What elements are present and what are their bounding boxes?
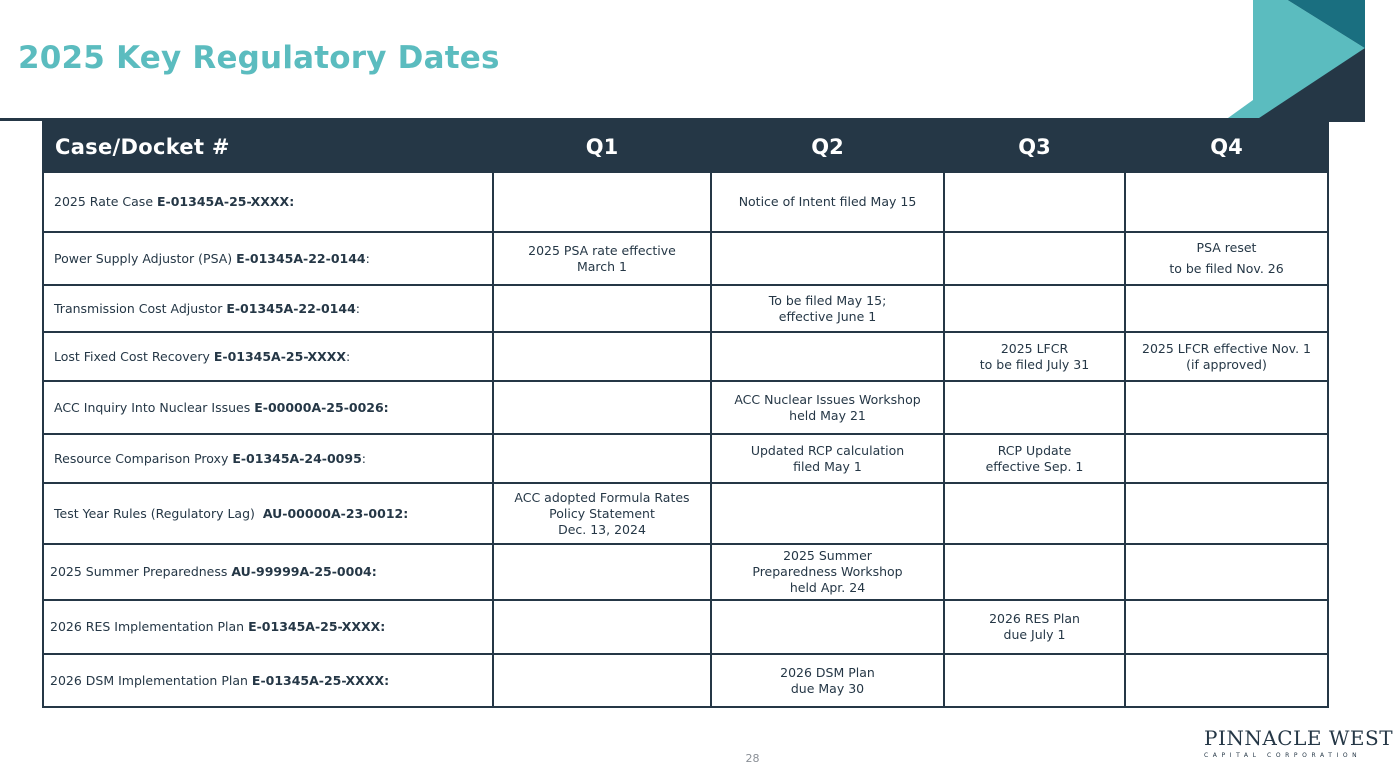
column-header-case: Case/Docket #: [43, 122, 493, 172]
docket-number: AU-99999A-25-0004:: [231, 564, 377, 579]
milestone-line: Updated RCP calculation: [750, 442, 905, 458]
corner-graphic: [1228, 0, 1365, 122]
quarter-cell-q2: [711, 483, 944, 544]
milestone-line: Dec. 13, 2024: [558, 521, 646, 537]
quarter-cell-q3: [944, 483, 1125, 544]
quarter-cell-q4: [1125, 232, 1328, 285]
milestone-text: [498, 243, 706, 275]
milestone-line: to be filed July 31: [979, 356, 1090, 372]
column-header-q3: Q3: [944, 122, 1125, 172]
milestone-line: To be filed May 15;: [768, 292, 887, 308]
milestone-line: 2026 DSM Plan: [780, 664, 875, 680]
company-logo: [1204, 726, 1393, 759]
docket-number: AU-00000A-23-0012:: [262, 505, 409, 521]
quarter-cell-q4: [1125, 654, 1328, 707]
case-label: 2026 RES Implementation Plan: [50, 619, 249, 634]
quarter-cell-q2: [711, 654, 944, 707]
milestone-line: effective Sep. 1: [985, 458, 1084, 474]
quarter-cell-q4: [1125, 381, 1328, 434]
milestone-line: effective June 1: [778, 308, 877, 324]
milestone-text: [1130, 341, 1323, 373]
quarter-cell-q4: [1125, 434, 1328, 483]
case-cell: [43, 381, 493, 434]
table-row: [43, 332, 1328, 381]
case-label: Power Supply Adjustor (PSA): [54, 250, 237, 266]
quarter-cell-q1: [493, 544, 711, 600]
case-label: ACC Inquiry Into Nuclear Issues: [54, 399, 255, 415]
milestone-line: to be filed Nov. 26: [1169, 261, 1284, 276]
milestone-line: RCP Update: [997, 442, 1072, 458]
quarter-cell-q3: [944, 172, 1125, 232]
page-title: 2025 Key Regulatory Dates: [18, 40, 500, 76]
case-cell: [43, 434, 493, 483]
docket-number: E-01345A-25-XXXX:: [157, 194, 295, 209]
docket-number: E-01345A-22-0144: [236, 250, 366, 266]
milestone-line: 2025 LFCR effective Nov. 1: [1142, 340, 1311, 356]
quarter-cell-q2: [711, 381, 944, 434]
case-cell: [43, 544, 493, 600]
table-row: [43, 434, 1328, 483]
docket-suffix: :: [355, 300, 360, 316]
table-header-row: [43, 122, 1328, 172]
quarter-cell-q3: [944, 381, 1125, 434]
quarter-cell-q1: [493, 654, 711, 707]
milestone-line: 2026 RES Plan: [989, 611, 1080, 626]
quarter-cell-q4: [1125, 544, 1328, 600]
case-label: 2026 DSM Implementation Plan: [50, 672, 252, 688]
case-label: 2025 Summer Preparedness: [50, 564, 232, 579]
quarter-cell-q1: [493, 332, 711, 381]
case-label: Transmission Cost Adjustor: [54, 300, 227, 316]
quarter-cell-q1: [493, 232, 711, 285]
quarter-cell-q4: [1125, 600, 1328, 654]
milestone-line: PSA reset: [1196, 240, 1257, 255]
table-row: [43, 381, 1328, 434]
milestone-text: [498, 490, 706, 538]
page-number: 28: [745, 752, 760, 765]
milestone-line: March 1: [576, 258, 628, 274]
quarter-cell-q2: [711, 434, 944, 483]
milestone-line: 2025 PSA rate effective: [528, 242, 676, 258]
column-header-q4: Q4: [1125, 122, 1328, 172]
quarter-cell-q2: [711, 332, 944, 381]
quarter-cell-q4: [1125, 332, 1328, 381]
table-row: [43, 285, 1328, 332]
milestone-text: [716, 548, 939, 596]
docket-number: E-01345A-24-0095: [232, 450, 362, 466]
milestone-text: [716, 392, 939, 424]
milestone-line: (if approved): [1186, 356, 1267, 372]
quarter-cell-q1: [493, 483, 711, 544]
case-cell: [43, 600, 493, 654]
milestone-line: held May 21: [789, 407, 866, 423]
quarter-cell-q3: [944, 544, 1125, 600]
docket-number: E-01345A-25-XXXX:: [248, 619, 386, 634]
milestone-text: [949, 611, 1120, 643]
case-cell: [43, 172, 493, 232]
case-cell: [43, 232, 493, 285]
case-label: Test Year Rules (Regulatory Lag): [54, 505, 263, 521]
docket-number: E-01345A-25-XXXX: [213, 348, 347, 364]
quarter-cell-q1: [493, 434, 711, 483]
quarter-cell-q1: [493, 285, 711, 332]
case-cell: [43, 332, 493, 381]
case-cell: [43, 654, 493, 707]
logo-wordmark: PINNACLE WEST: [1204, 726, 1393, 750]
quarter-cell-q2: [711, 232, 944, 285]
quarter-cell-q2: [711, 544, 944, 600]
milestone-line: ACC Nuclear Issues Workshop: [734, 391, 921, 407]
milestone-line: due May 30: [790, 680, 865, 696]
milestone-line: due July 1: [1003, 627, 1066, 642]
quarter-cell-q3: [944, 434, 1125, 483]
milestone-line: filed May 1: [793, 458, 862, 474]
case-label: Lost Fixed Cost Recovery: [54, 348, 214, 364]
logo-subtitle: CAPITAL CORPORATION: [1204, 752, 1362, 759]
regulatory-dates-table: [42, 121, 1329, 708]
milestone-line: Notice of Intent filed May 15: [738, 194, 917, 209]
milestone-line: held Apr. 24: [789, 580, 866, 595]
quarter-cell-q1: [493, 381, 711, 434]
quarter-cell-q3: [944, 285, 1125, 332]
quarter-cell-q1: [493, 172, 711, 232]
milestone-text: [716, 293, 939, 325]
quarter-cell-q4: [1125, 172, 1328, 232]
case-cell: [43, 483, 493, 544]
milestone-line: ACC adopted Formula Rates: [514, 489, 690, 505]
quarter-cell-q1: [493, 600, 711, 654]
docket-suffix: :: [361, 450, 366, 466]
docket-number: E-01345A-22-0144: [226, 300, 356, 316]
milestone-text: [1130, 240, 1323, 277]
quarter-cell-q3: [944, 654, 1125, 707]
quarter-cell-q4: [1125, 285, 1328, 332]
table-row: [43, 544, 1328, 600]
quarter-cell-q4: [1125, 483, 1328, 544]
milestone-line: Policy Statement: [549, 505, 655, 521]
milestone-text: [949, 443, 1120, 475]
docket-suffix: :: [346, 348, 351, 364]
quarter-cell-q2: [711, 600, 944, 654]
quarter-cell-q3: [944, 332, 1125, 381]
quarter-cell-q2: [711, 172, 944, 232]
milestone-line: 2025 Summer: [783, 548, 872, 563]
milestone-text: [716, 194, 939, 210]
case-label: 2025 Rate Case: [54, 194, 157, 209]
docket-number: E-01345A-25-XXXX:: [251, 672, 390, 688]
column-header-q1: Q1: [493, 122, 711, 172]
quarter-cell-q3: [944, 600, 1125, 654]
table-row: [43, 172, 1328, 232]
milestone-text: [716, 443, 939, 475]
quarter-cell-q3: [944, 232, 1125, 285]
docket-number: E-00000A-25-0026:: [254, 399, 389, 415]
milestone-text: [949, 341, 1120, 373]
milestone-line: Preparedness Workshop: [752, 564, 903, 579]
table-row: [43, 232, 1328, 285]
milestone-line: 2025 LFCR: [1000, 340, 1069, 356]
case-cell: [43, 285, 493, 332]
table-row: [43, 654, 1328, 707]
table-row: [43, 483, 1328, 544]
docket-suffix: :: [365, 250, 370, 266]
milestone-text: [716, 665, 939, 697]
case-label: Resource Comparison Proxy: [54, 450, 233, 466]
column-header-q2: Q2: [711, 122, 944, 172]
table-row: [43, 600, 1328, 654]
quarter-cell-q2: [711, 285, 944, 332]
